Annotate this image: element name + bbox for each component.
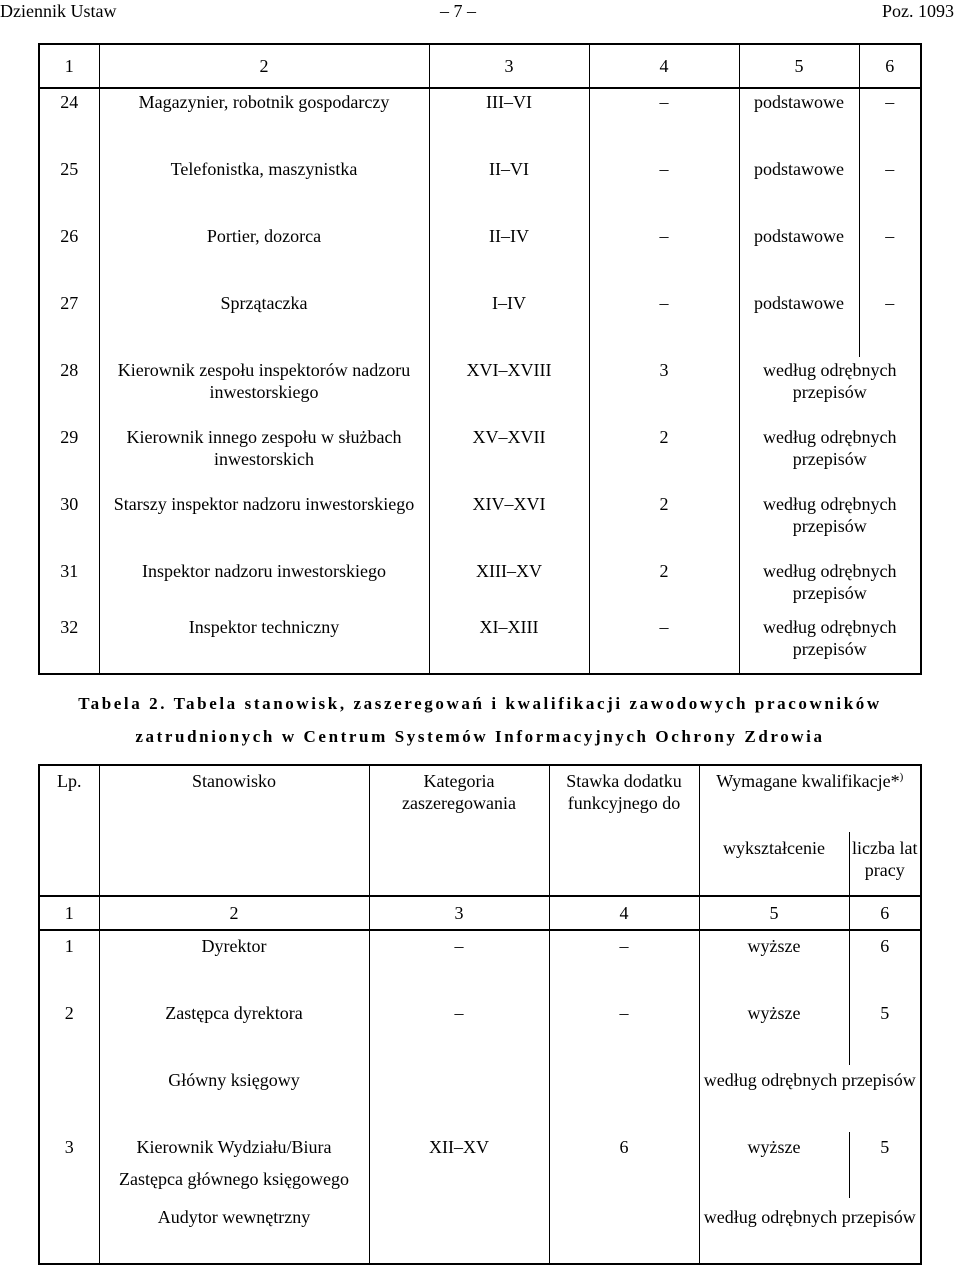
- row-years: –: [859, 223, 921, 290]
- row-position: Telefonistka, maszynistka: [99, 156, 429, 223]
- row-lp: 1: [39, 930, 99, 998]
- row-rate: –: [589, 290, 739, 357]
- row-education: wyższe: [699, 930, 849, 998]
- row-position: Zastępca głównego księgowego: [99, 1166, 369, 1198]
- row-category: XVI–XVIII: [429, 357, 589, 424]
- table-row: [39, 357, 921, 424]
- row-rate: 2: [589, 491, 739, 558]
- table-row: [39, 223, 921, 290]
- row-category: III–VI: [429, 88, 589, 156]
- row-lp: 30: [39, 491, 99, 558]
- row-qualification: według odrębnych przepisów: [699, 1065, 921, 1132]
- row-years: 5: [849, 1132, 921, 1166]
- header-row: [39, 765, 921, 832]
- row-education: [699, 1166, 849, 1198]
- row-years: –: [859, 290, 921, 357]
- row-education: podstawowe: [739, 223, 859, 290]
- row-position: Główny księgowy: [99, 1065, 369, 1132]
- row-lp: [39, 1198, 99, 1264]
- row-position: Kierownik zespołu inspektorów nadzoru inwestorskiego: [99, 357, 429, 424]
- table-1: [38, 43, 922, 675]
- header-position: Stanowisko: [99, 765, 369, 896]
- row-position: Audytor wewnętrzny: [99, 1198, 369, 1264]
- row-lp: 32: [39, 614, 99, 674]
- row-lp: 26: [39, 223, 99, 290]
- column-number: 1: [39, 896, 99, 930]
- row-lp: 24: [39, 88, 99, 156]
- row-rate: [549, 1198, 699, 1264]
- header-qualifications-label: Wymagane kwalifikacje*: [716, 771, 900, 791]
- journal-title: Dziennik Ustaw: [0, 1, 117, 21]
- row-lp: 25: [39, 156, 99, 223]
- column-number-row: [39, 44, 921, 88]
- row-rate: –: [589, 223, 739, 290]
- table-row: [39, 156, 921, 223]
- table-row: [39, 930, 921, 998]
- table-row: [39, 290, 921, 357]
- column-number-row: [39, 896, 921, 930]
- row-position: Portier, dozorca: [99, 223, 429, 290]
- row-qualification: według odrębnych przepisów: [739, 614, 921, 674]
- row-position: Starszy inspektor nadzoru inwestorskiego: [99, 491, 429, 558]
- row-position: Dyrektor: [99, 930, 369, 998]
- row-qualification: według odrębnych przepisów: [739, 491, 921, 558]
- row-position: Magazynier, robotnik gospodarczy: [99, 88, 429, 156]
- header-education: wykształcenie: [699, 832, 849, 896]
- table-2-caption-line-2: zatrudnionych w Centrum Systemów Informacyjnych Ochrony Zdrowia: [135, 727, 825, 746]
- table-row: [39, 491, 921, 558]
- row-lp: [39, 1166, 99, 1198]
- row-rate: –: [589, 614, 739, 674]
- row-rate: 2: [589, 558, 739, 614]
- row-qualification: według odrębnych przepisów: [739, 357, 921, 424]
- column-number: 6: [849, 896, 921, 930]
- header-lp: Lp.: [39, 765, 99, 896]
- column-number: 5: [699, 896, 849, 930]
- row-rate: –: [549, 930, 699, 998]
- row-education: podstawowe: [739, 290, 859, 357]
- row-lp: 29: [39, 424, 99, 491]
- row-category: [369, 1198, 549, 1264]
- header-category: Kategoria zaszeregowania: [369, 765, 549, 896]
- row-position: Zastępca dyrektora: [99, 998, 369, 1065]
- table-row: [39, 1132, 921, 1166]
- row-lp: 2: [39, 998, 99, 1065]
- column-number: 1: [39, 44, 99, 88]
- row-category: XIII–XV: [429, 558, 589, 614]
- row-years: [849, 1166, 921, 1198]
- row-qualification: według odrębnych przepisów: [739, 558, 921, 614]
- table-2-caption-line-1: Tabela 2. Tabela stanowisk, zaszeregowań i kwalifikacji zawodowych pracowników: [78, 694, 882, 713]
- row-category: –: [369, 930, 549, 998]
- row-category: [369, 1065, 549, 1132]
- table-row: [39, 1065, 921, 1132]
- row-qualification: według odrębnych przepisów: [739, 424, 921, 491]
- table-row: [39, 88, 921, 156]
- row-category: II–VI: [429, 156, 589, 223]
- row-lp: 3: [39, 1132, 99, 1166]
- row-lp: 27: [39, 290, 99, 357]
- row-rate: –: [589, 88, 739, 156]
- table-row: [39, 998, 921, 1065]
- footnote-mark: ): [899, 771, 904, 783]
- table-row: [39, 558, 921, 614]
- page-number: – 7 –: [440, 1, 476, 21]
- table-row: [39, 1166, 921, 1198]
- row-lp: 28: [39, 357, 99, 424]
- column-number: 2: [99, 44, 429, 88]
- row-rate: 2: [589, 424, 739, 491]
- row-rate: –: [549, 998, 699, 1065]
- column-number: 5: [739, 44, 859, 88]
- header-rate: Stawka dodatku funkcyjnego do: [549, 765, 699, 896]
- header-years: liczba lat pracy: [849, 832, 921, 896]
- row-position: Kierownik Wydziału/Biura: [99, 1132, 369, 1166]
- row-category: [369, 1166, 549, 1198]
- row-years: 6: [849, 930, 921, 998]
- row-position: Kierownik innego zespołu w służbach inwestorskich: [99, 424, 429, 491]
- row-rate: 3: [589, 357, 739, 424]
- row-education: podstawowe: [739, 156, 859, 223]
- row-lp: 31: [39, 558, 99, 614]
- row-category: –: [369, 998, 549, 1065]
- row-years: 5: [849, 998, 921, 1065]
- row-rate: [549, 1065, 699, 1132]
- header-qualifications: [699, 765, 921, 832]
- column-number: 4: [549, 896, 699, 930]
- row-education: wyższe: [699, 1132, 849, 1166]
- row-education: wyższe: [699, 998, 849, 1065]
- row-category: XI–XIII: [429, 614, 589, 674]
- row-rate: [549, 1166, 699, 1198]
- row-category: XV–XVII: [429, 424, 589, 491]
- row-rate: 6: [549, 1132, 699, 1166]
- page-header: [0, 0, 960, 22]
- position-number: Poz. 1093: [882, 1, 954, 21]
- row-rate: –: [589, 156, 739, 223]
- table-2: [38, 764, 922, 1265]
- column-number: 4: [589, 44, 739, 88]
- row-position: Inspektor techniczny: [99, 614, 429, 674]
- column-number: 2: [99, 896, 369, 930]
- column-number: 6: [859, 44, 921, 88]
- table-row: [39, 424, 921, 491]
- row-education: podstawowe: [739, 88, 859, 156]
- row-years: –: [859, 156, 921, 223]
- column-number: 3: [369, 896, 549, 930]
- row-category: XIV–XVI: [429, 491, 589, 558]
- row-position: Sprzątaczka: [99, 290, 429, 357]
- row-category: I–IV: [429, 290, 589, 357]
- row-category: II–IV: [429, 223, 589, 290]
- column-number: 3: [429, 44, 589, 88]
- row-position: Inspektor nadzoru inwestorskiego: [99, 558, 429, 614]
- row-lp: [39, 1065, 99, 1132]
- row-category: XII–XV: [369, 1132, 549, 1166]
- table-row: [39, 1198, 921, 1264]
- row-qualification: według odrębnych przepisów: [699, 1198, 921, 1264]
- row-years: –: [859, 88, 921, 156]
- table-row: [39, 614, 921, 674]
